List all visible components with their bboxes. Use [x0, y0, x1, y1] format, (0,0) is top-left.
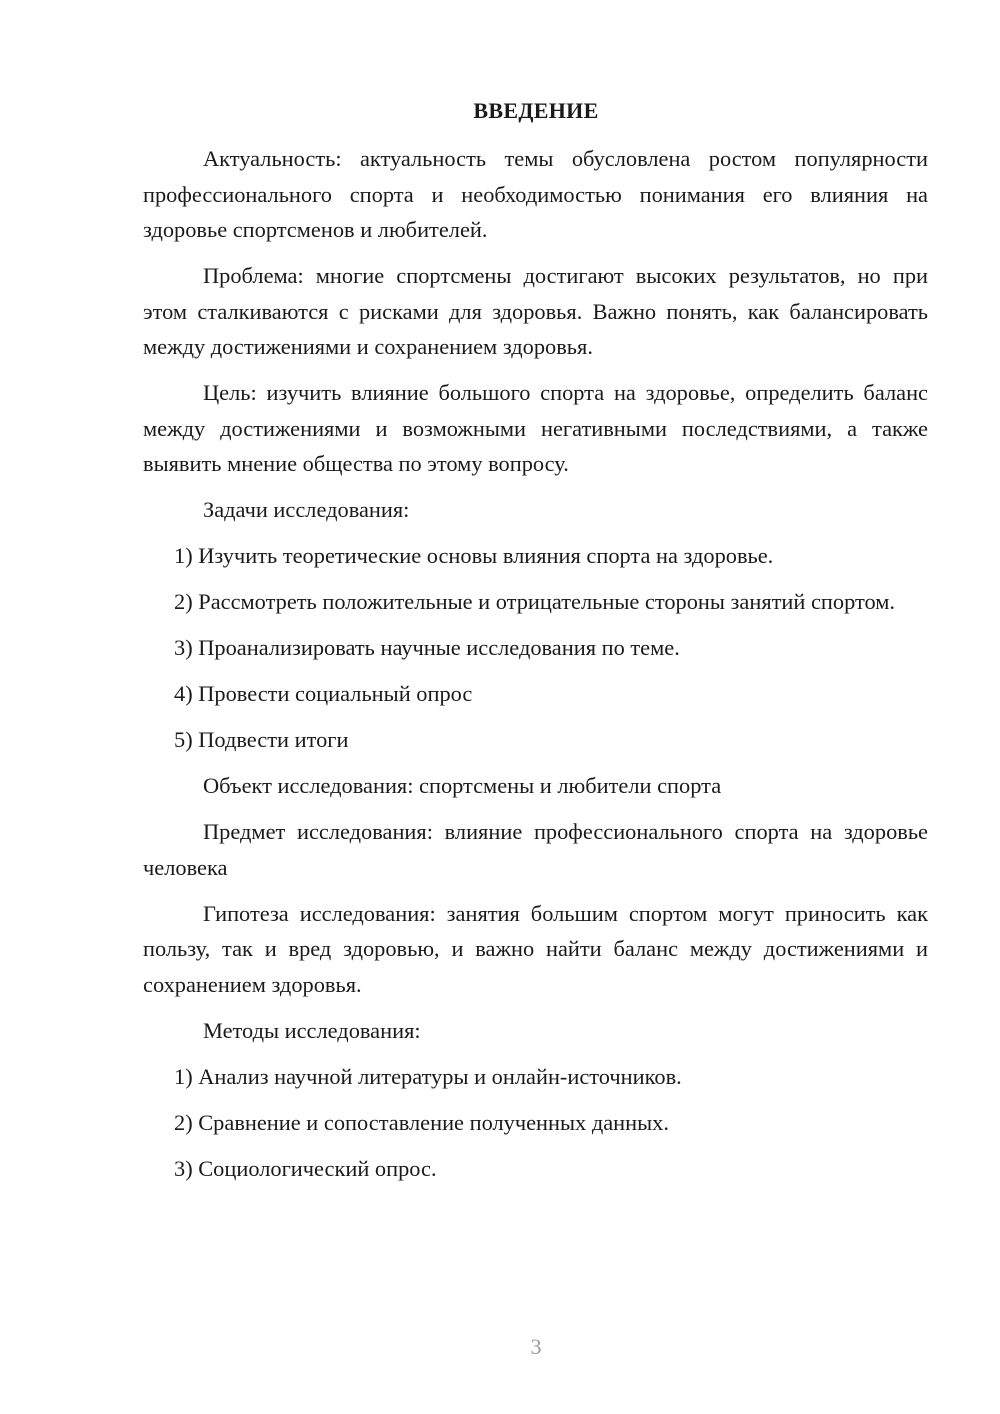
paragraph-hypothesis: Гипотеза исследования: занятия большим спортом могут приносить как пользу, так и вред здоровью, и важно найти баланс между достижениями и сохранением здоровья.	[143, 900, 928, 997]
paragraph-relevance: Актуальность: актуальность темы обусловлена ростом популярности профессионального спорта и необходимостью понимания его влияния на здоровье спортсменов и любителей.	[143, 146, 928, 242]
list-item-task-4: 4) Провести социальный опрос	[174, 681, 473, 706]
list-item-task-3: 3) Проанализировать научные исследования по теме.	[174, 635, 680, 660]
body-text	[143, 141, 928, 1197]
list-item-method-1: 1) Анализ научной литературы и онлайн-источников.	[174, 1063, 682, 1089]
paragraph-object: Объект исследования: спортсмены и любители спорта	[203, 773, 722, 798]
list-item-task-2: 2) Рассмотреть положительные и отрицательные стороны занятий спортом.	[174, 589, 896, 614]
paragraph-goal: Цель: изучить влияние большого спорта на здоровье, определить баланс между достижениями и возможными негативными последствиями, а также выявить мнение общества по этому вопросу.	[143, 380, 928, 476]
list-item-method-2: 2) Сравнение и сопоставление полученных данных.	[174, 1109, 669, 1135]
list-item-task-1: 1) Изучить теоретические основы влияния спорта на здоровье.	[174, 543, 774, 568]
paragraph-problem: Проблема: многие спортсмены достигают высоких результатов, но при этом сталкиваются с рисками для здоровья. Важно понять, как балансировать между достижениями и сохранением здоровья.	[143, 263, 928, 359]
paragraph-subject: Предмет исследования: влияние профессионального спорта на здоровье человека	[143, 819, 928, 880]
page-number: 3	[530, 1334, 542, 1359]
list-item-method-3: 3) Социологический опрос.	[174, 1155, 437, 1181]
paragraph-tasks-heading: Задачи исследования:	[203, 497, 410, 522]
section-heading: ВВЕДЕНИЕ	[473, 98, 599, 123]
paragraph-methods-heading: Методы исследования:	[203, 1017, 421, 1043]
list-item-task-5: 5) Подвести итоги	[174, 727, 349, 752]
